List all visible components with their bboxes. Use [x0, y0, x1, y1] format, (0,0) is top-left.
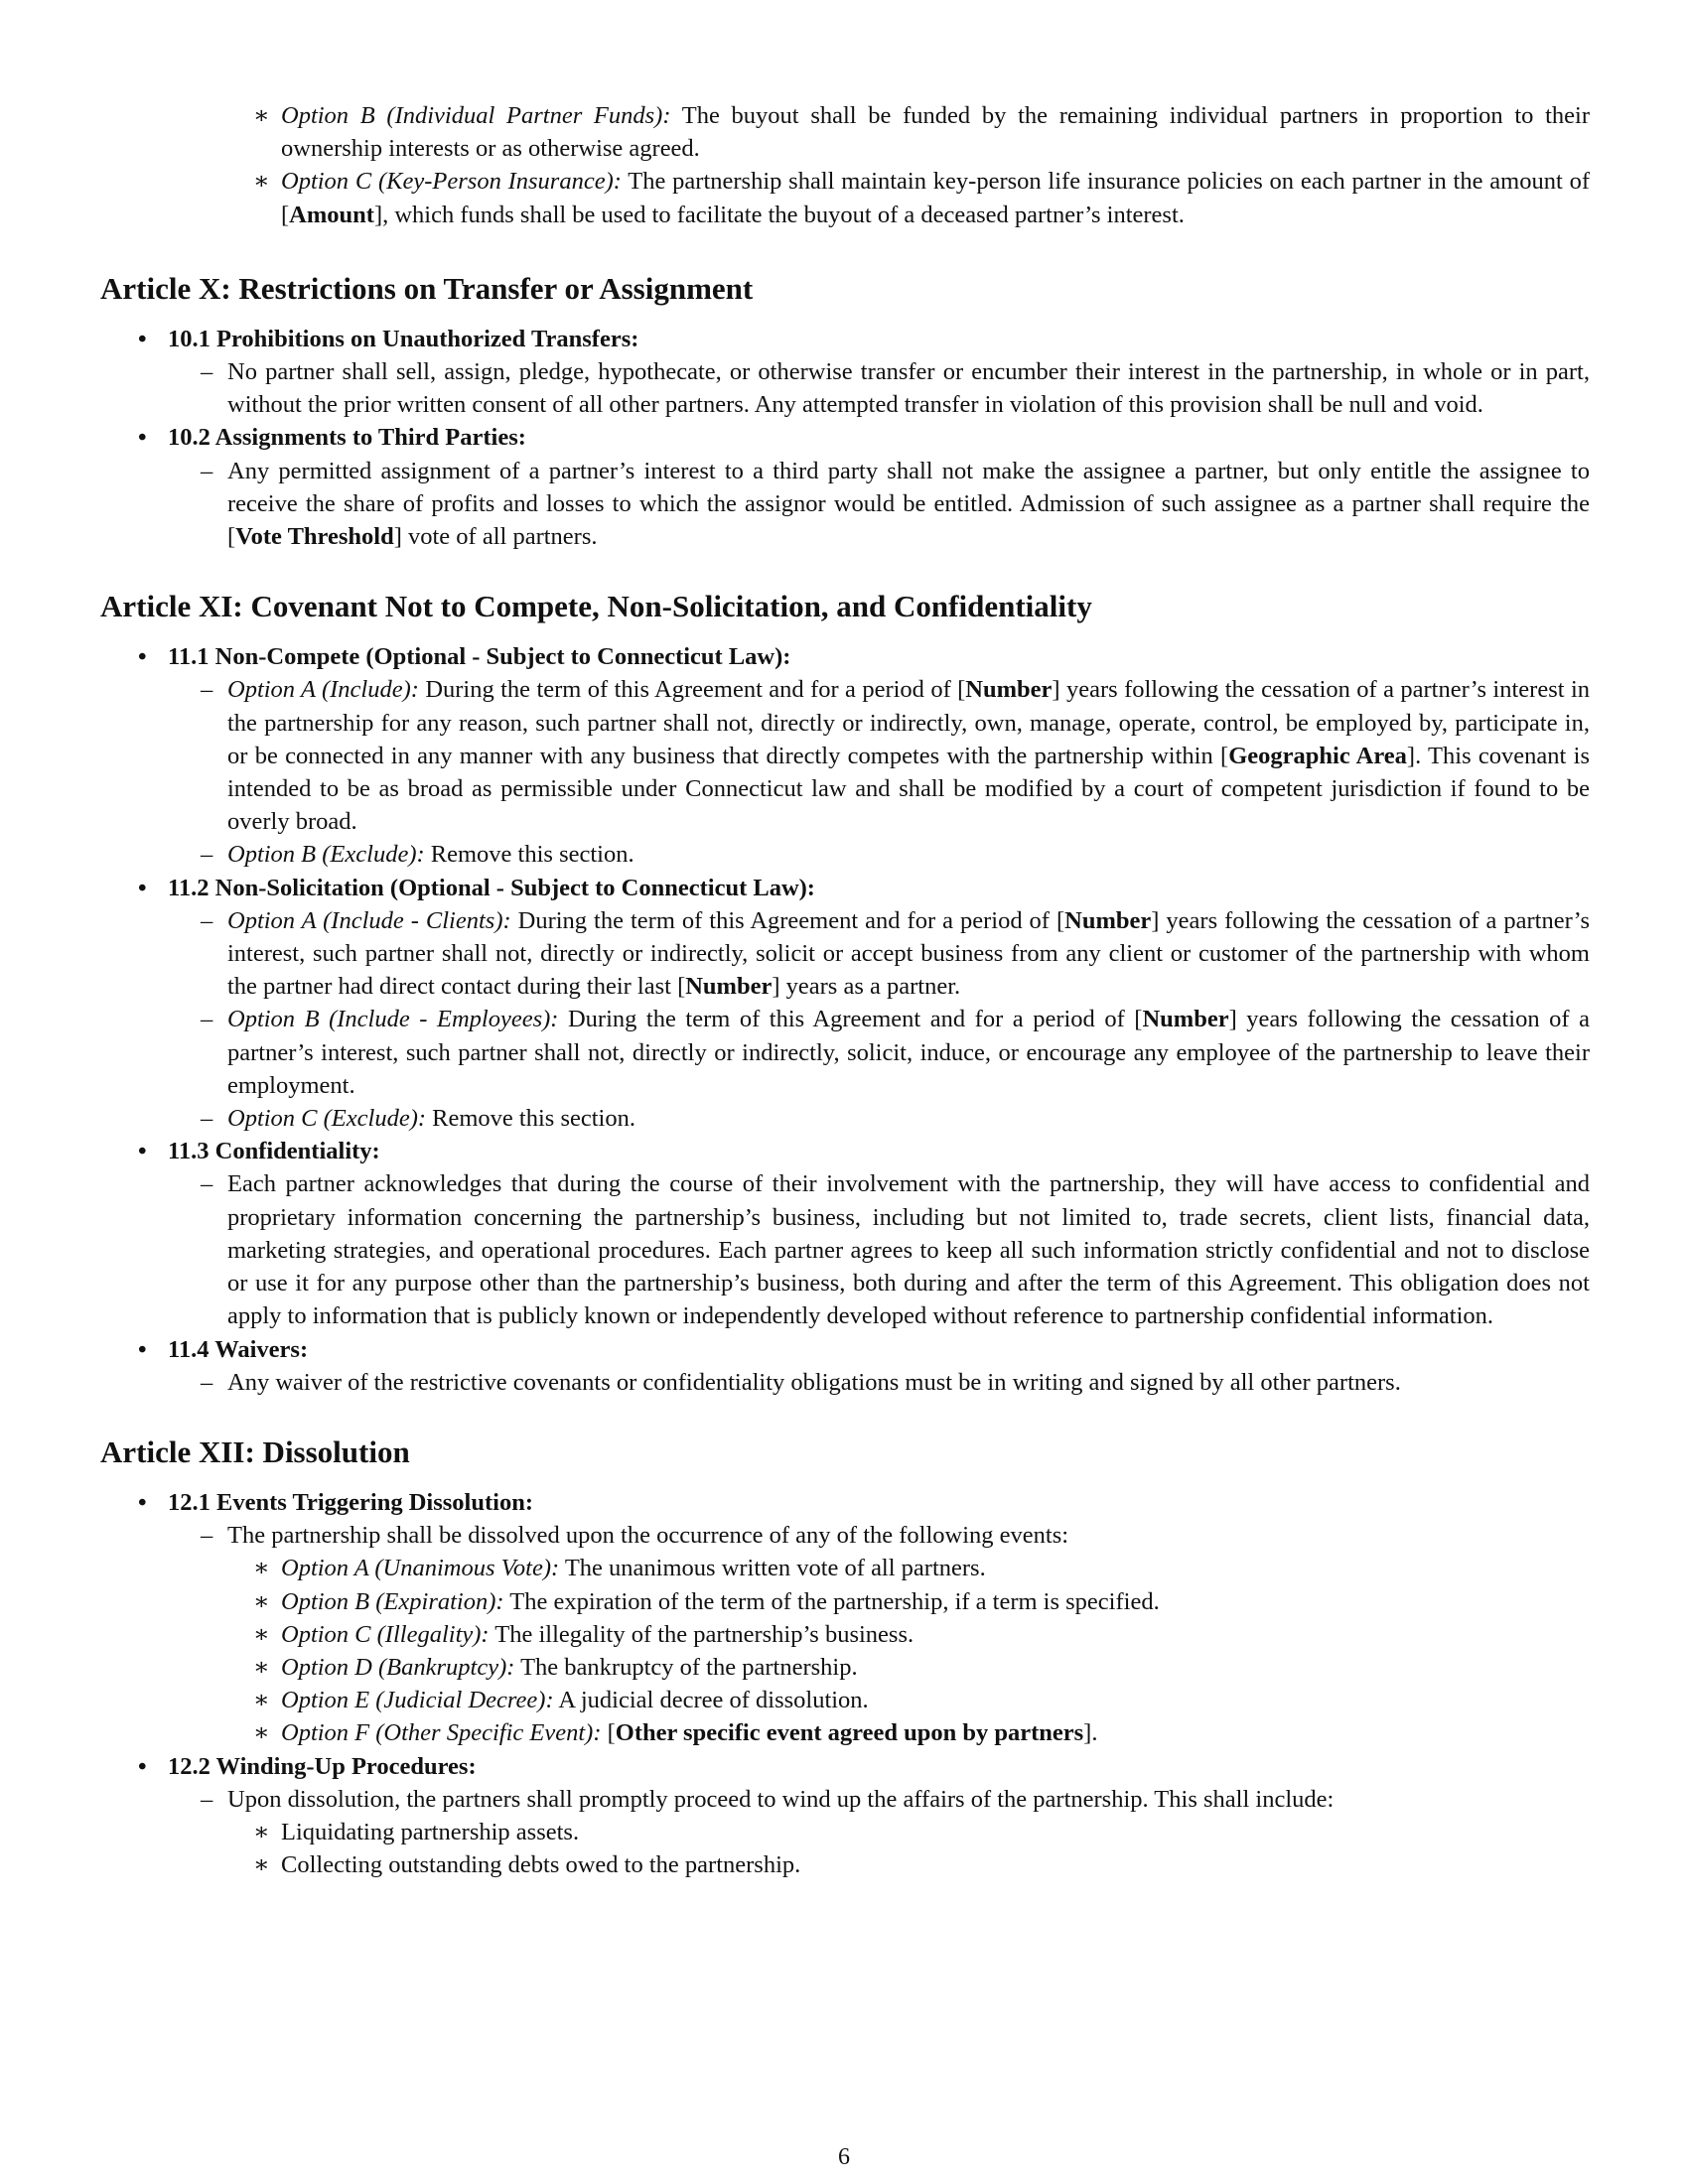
- paragraph-text: Any permitted assignment of a partner’s interest to a third party shall not make the assignee a partner, but only entitle the assignee to receive the share of profits and losses to which the assignor would be entitled. Admission of such assignee as a partner shall require the [: [227, 457, 1590, 551]
- paragraph-text: ]. This covenant is intended to be as broad as permissible under Connecticut law and shall be modified by a court of competent jurisdiction if found to be overly broad.: [227, 742, 1591, 836]
- star-bullet-icon: ∗: [253, 168, 270, 196]
- dash-bullet-icon: –: [201, 1368, 213, 1396]
- dash-bullet-icon: –: [201, 676, 213, 704]
- dash-bullet-icon: –: [201, 1522, 213, 1550]
- paragraph-text: ] years following the cessation of a partner’s interest, such partner shall not, directly or indirectly, solicit, induce, or encourage any employee of the partnership to leave their employment.: [227, 1006, 1590, 1099]
- section-11-1-option-b: [100, 838, 1590, 871]
- section-12-1-intro: [100, 1519, 1590, 1552]
- placeholder-amount: Amount: [289, 201, 374, 228]
- option-text: The illegality of the partnership’s business.: [489, 1620, 914, 1648]
- star-bullet-icon: ∗: [253, 1653, 270, 1681]
- bullet-icon: •: [138, 1488, 147, 1516]
- winding-up-item: [100, 1816, 1590, 1848]
- option-text: A judicial decree of dissolution.: [553, 1687, 869, 1714]
- section-title: 11.2 Non-Solicitation (Optional - Subject to Connecticut Law):: [168, 874, 815, 901]
- option-label: Option B (Expiration):: [281, 1587, 504, 1615]
- option-label: Option E (Judicial Decree):: [281, 1687, 554, 1714]
- section-11-4: [100, 1333, 1590, 1366]
- bullet-icon: •: [138, 325, 147, 352]
- option-label: Option C (Exclude):: [227, 1105, 427, 1133]
- section-10-1-text: [100, 355, 1590, 421]
- paragraph-text: ] years as a partner.: [772, 973, 961, 1001]
- star-bullet-icon: ∗: [253, 1851, 270, 1879]
- section-10-2: [100, 421, 1590, 454]
- paragraph-text: Any waiver of the restrictive covenants or confidentiality obligations must be in writing and signed by all other partners.: [227, 1368, 1401, 1396]
- placeholder-number: Number: [965, 676, 1053, 704]
- placeholder-number: Number: [685, 973, 773, 1001]
- section-12-1: [100, 1486, 1590, 1519]
- winding-up-item: [100, 1848, 1590, 1881]
- dissolution-option-c: [100, 1618, 1590, 1651]
- section-11-1: [100, 640, 1590, 673]
- page-number: 6: [838, 2144, 850, 2170]
- paragraph-text: ] vote of all partners.: [393, 523, 598, 551]
- option-label: Option B (Individual Partner Funds):: [281, 102, 671, 129]
- option-text: The bankruptcy of the partnership.: [514, 1653, 858, 1681]
- section-title: 11.1 Non-Compete (Optional - Subject to Connecticut Law):: [168, 643, 791, 671]
- option-text: The partnership shall maintain key-person life insurance policies on each partner in the amount of [: [281, 168, 1590, 228]
- option-text: ], which funds shall be used to facilitate the buyout of a deceased partner’s interest.: [373, 201, 1185, 228]
- article-10-heading: Article X: Restrictions on Transfer or Assignment: [100, 270, 754, 306]
- dash-bullet-icon: –: [201, 906, 213, 934]
- star-bullet-icon: ∗: [253, 1555, 270, 1582]
- paragraph-text: During the term of this Agreement and for a period of [: [558, 1006, 1143, 1033]
- section-11-2-option-a: [100, 904, 1590, 1004]
- section-11-1-option-a: [100, 673, 1590, 838]
- paragraph-text: During the term of this Agreement and for a period of [: [510, 906, 1065, 934]
- section-title: 10.2 Assignments to Third Parties:: [168, 424, 526, 452]
- option-c-key-person-insurance: [100, 165, 1590, 230]
- section-title: 12.2 Winding-Up Procedures:: [168, 1752, 477, 1780]
- paragraph-text: During the term of this Agreement and for a period of [: [418, 676, 966, 704]
- option-text: The buyout shall be funded by the remaining individual partners in proportion to their ownership interests or as otherwise agreed.: [281, 102, 1590, 163]
- list-item-text: Liquidating partnership assets.: [281, 1818, 580, 1845]
- bullet-icon: •: [138, 1138, 147, 1165]
- section-11-2-option-b: [100, 1003, 1590, 1102]
- dash-bullet-icon: –: [201, 841, 213, 869]
- dissolution-option-a: [100, 1552, 1590, 1584]
- option-label: Option A (Unanimous Vote):: [281, 1555, 560, 1582]
- paragraph-text: ] years following the cessation of a partner’s interest, such partner shall not, directly or indirectly, solicit or accept business from any client or customer of the partnership with whom the partner had direct contact during their last [: [227, 906, 1590, 1001]
- list-item-text: Collecting outstanding debts owed to the partnership.: [281, 1851, 801, 1879]
- option-text: The unanimous written vote of all partners.: [559, 1555, 986, 1582]
- section-11-3: [100, 1135, 1590, 1167]
- article-11-heading: Article XI: Covenant Not to Compete, Non-Solicitation, and Confidentiality: [100, 589, 1092, 624]
- dissolution-option-b: [100, 1585, 1590, 1618]
- dissolution-option-e: [100, 1684, 1590, 1716]
- paragraph-text: The partnership shall be dissolved upon the occurrence of any of the following events:: [227, 1522, 1069, 1550]
- dash-bullet-icon: –: [201, 358, 213, 386]
- dissolution-option-f: [100, 1716, 1590, 1749]
- paragraph-text: Remove this section.: [426, 1105, 635, 1133]
- section-11-2-option-c: [100, 1102, 1590, 1135]
- option-label: Option B (Exclude):: [227, 841, 425, 869]
- section-title: 12.1 Events Triggering Dissolution:: [168, 1488, 533, 1516]
- option-label: Option C (Illegality):: [281, 1620, 490, 1648]
- paragraph-text: Upon dissolution, the partners shall promptly proceed to wind up the affairs of the partnership. This shall include:: [227, 1785, 1335, 1813]
- dash-bullet-icon: –: [201, 1105, 213, 1133]
- option-label: Option C (Key-Person Insurance):: [281, 168, 622, 196]
- section-12-2-intro: [100, 1783, 1590, 1816]
- placeholder-number: Number: [1064, 906, 1152, 934]
- section-12-2: [100, 1750, 1590, 1783]
- option-text: [: [601, 1719, 616, 1747]
- star-bullet-icon: ∗: [253, 1719, 270, 1747]
- dash-bullet-icon: –: [201, 1006, 213, 1033]
- option-label: Option A (Include):: [227, 676, 419, 704]
- section-title: 11.3 Confidentiality:: [168, 1138, 380, 1165]
- paragraph-text: Remove this section.: [424, 841, 634, 869]
- buyout-funding-options: [100, 99, 1590, 231]
- bullet-icon: •: [138, 643, 147, 671]
- paragraph-text: ] years following the cessation of a partner’s interest in the partnership for any reason, such partner shall not, directly or indirectly, own, manage, operate, control, be employed by, participate in, or be connected in any manner with any business that directly competes with the partnership within [: [227, 676, 1591, 769]
- option-label: Option B (Include - Employees):: [227, 1006, 559, 1033]
- star-bullet-icon: ∗: [253, 1818, 270, 1845]
- option-text: ].: [1083, 1719, 1098, 1747]
- option-b-individual-partner-funds: [100, 99, 1590, 165]
- dissolution-option-d: [100, 1651, 1590, 1684]
- option-label: Option A (Include - Clients):: [227, 906, 511, 934]
- dash-bullet-icon: –: [201, 1170, 213, 1198]
- bullet-icon: •: [138, 874, 147, 901]
- section-11-3-text: [100, 1167, 1590, 1332]
- dash-bullet-icon: –: [201, 457, 213, 484]
- section-title: 11.4 Waivers:: [168, 1335, 309, 1363]
- paragraph-text: Each partner acknowledges that during the course of their involvement with the partnership, they will have access to confidential and proprietary information concerning the partnership’s business, including but not limited to, trade secrets, client lists, financial data, marketing strategies, and operational procedures. Each partner agrees to keep all such information strictly confidential and not to disclose or use it for any purpose other than the partnership’s business, both during and after the term of this Agreement. This obligation does not apply to information that is publicly known or independently developed without reference to partnership confidential information.: [227, 1170, 1590, 1330]
- section-11-2: [100, 872, 1590, 904]
- section-10-2-text: [100, 455, 1590, 554]
- star-bullet-icon: ∗: [253, 1620, 270, 1648]
- placeholder-other-event: Other specific event agreed upon by partners: [615, 1719, 1084, 1747]
- option-text: The expiration of the term of the partnership, if a term is specified.: [503, 1587, 1160, 1615]
- option-label: Option F (Other Specific Event):: [281, 1719, 602, 1747]
- dash-bullet-icon: –: [201, 1785, 213, 1813]
- article-12-heading: Article XII: Dissolution: [100, 1433, 410, 1469]
- placeholder-number: Number: [1142, 1006, 1229, 1033]
- section-11-4-text: [100, 1366, 1590, 1399]
- placeholder-geographic-area: Geographic Area: [1228, 742, 1407, 769]
- bullet-icon: •: [138, 1335, 147, 1363]
- option-label: Option D (Bankruptcy):: [281, 1653, 515, 1681]
- section-title: 10.1 Prohibitions on Unauthorized Transfers:: [168, 325, 639, 352]
- paragraph-text: No partner shall sell, assign, pledge, hypothecate, or otherwise transfer or encumber their interest in the partnership, in whole or in part, without the prior written consent of all other partners. Any attempted transfer in violation of this provision shall be null and void.: [227, 358, 1590, 419]
- star-bullet-icon: ∗: [253, 1587, 270, 1615]
- document-page: [100, 99, 1590, 1881]
- section-10-1: [100, 323, 1590, 355]
- bullet-icon: •: [138, 1752, 147, 1780]
- bullet-icon: •: [138, 424, 147, 452]
- star-bullet-icon: ∗: [253, 102, 270, 129]
- placeholder-vote-threshold: Vote Threshold: [235, 523, 394, 551]
- star-bullet-icon: ∗: [253, 1687, 270, 1714]
